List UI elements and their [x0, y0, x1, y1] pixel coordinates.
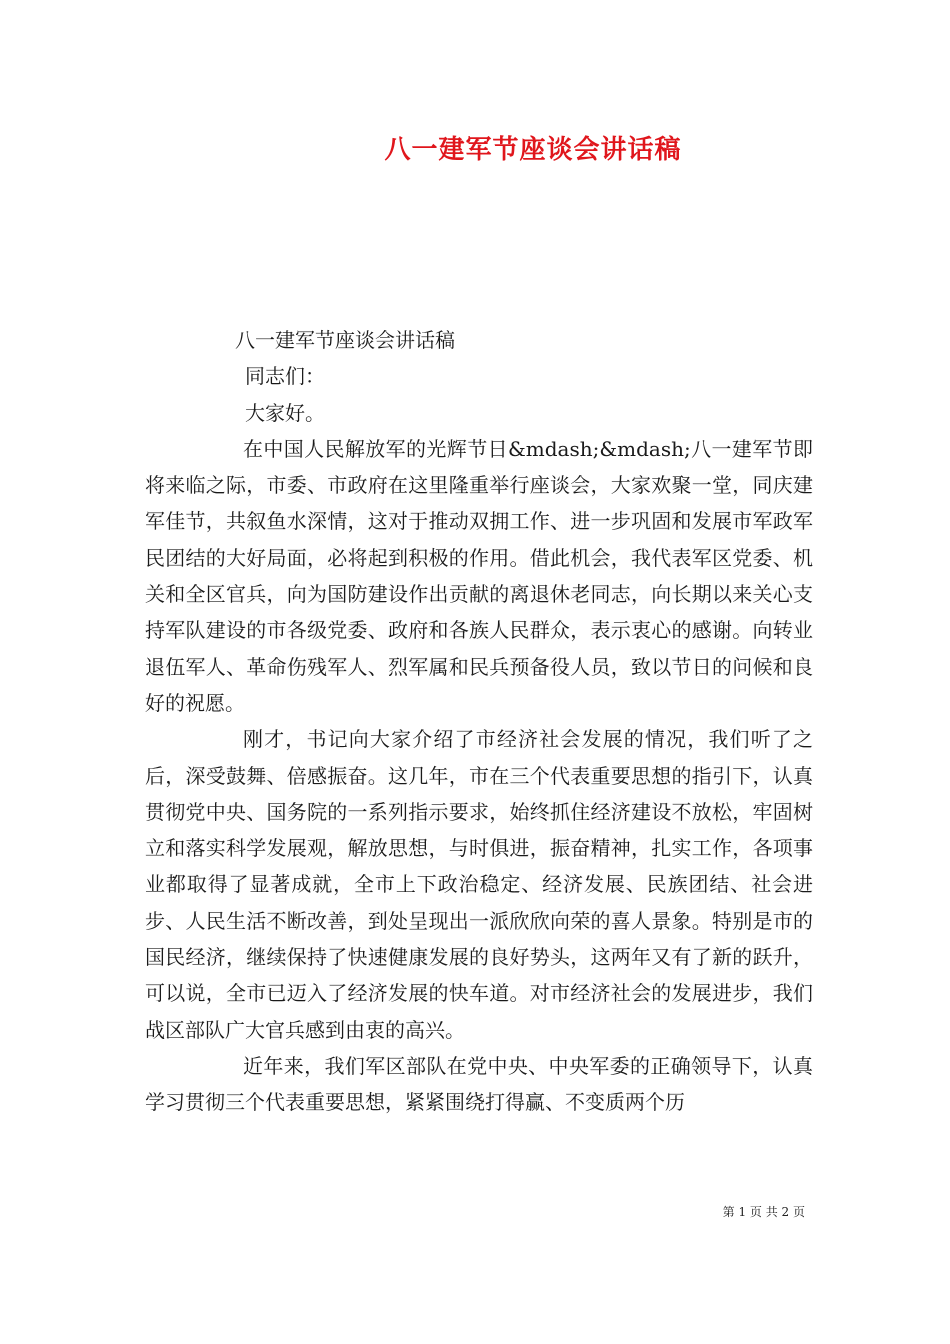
page-footer: 第 1 页 共 2 页	[722, 1205, 805, 1219]
paragraph-3: 近年来，我们军区部队在党中央、中央军委的正确领导下，认真学习贯彻三个代表重要思想，紧紧围绕打得赢、不变质两个历	[145, 1053, 813, 1115]
inner-title: 八一建军节座谈会讲话稿	[235, 328, 455, 352]
paragraph-1: 在中国人民解放军的光辉节日&mdash;&mdash;八一建军节即将来临之际，市委、市政府在这里隆重举行座谈会，大家欢聚一堂，同庆建军佳节，共叙鱼水深情，这对于推动双拥工作、进一步巩固和发展市军政军民团结的大好局面，必将起到积极的作用。借此机会，我代表军区党委、机关和全区官兵，向为国防建设作出贡献的离退休老同志，向长期以来关心支持军队建设的市各级党委、政府和各族人民群众，表示衷心的感谢。向转业退伍军人、革命伤残军人、烈军属和民兵预备役人员，致以节日的问候和良好的祝愿。	[145, 436, 813, 715]
paragraph-2: 刚才，书记向大家介绍了市经济社会发展的情况，我们听了之后，深受鼓舞、倍感振奋。这几年，市在三个代表重要思想的指引下，认真贯彻党中央、国务院的一系列指示要求，始终抓住经济建设不放松，牢固树立和落实科学发展观，解放思想，与时俱进，振奋精神，扎实工作，各项事业都取得了显著成就，全市上下政治稳定、经济发展、民族团结、社会进步、人民生活不断改善，到处呈现出一派欣欣向荣的喜人景象。特别是市的国民经济，继续保持了快速健康发展的良好势头，这两年又有了新的跃升，可以说，全市已迈入了经济发展的快车道。对市经济社会的发展进步，我们战区部队广大官兵感到由衷的高兴。	[145, 727, 813, 1042]
salutation: 同志们：	[245, 364, 325, 389]
greeting: 大家好。	[245, 400, 325, 425]
document-body	[145, 322, 813, 1121]
document-title: 八一建军节座谈会讲话稿	[384, 135, 682, 165]
